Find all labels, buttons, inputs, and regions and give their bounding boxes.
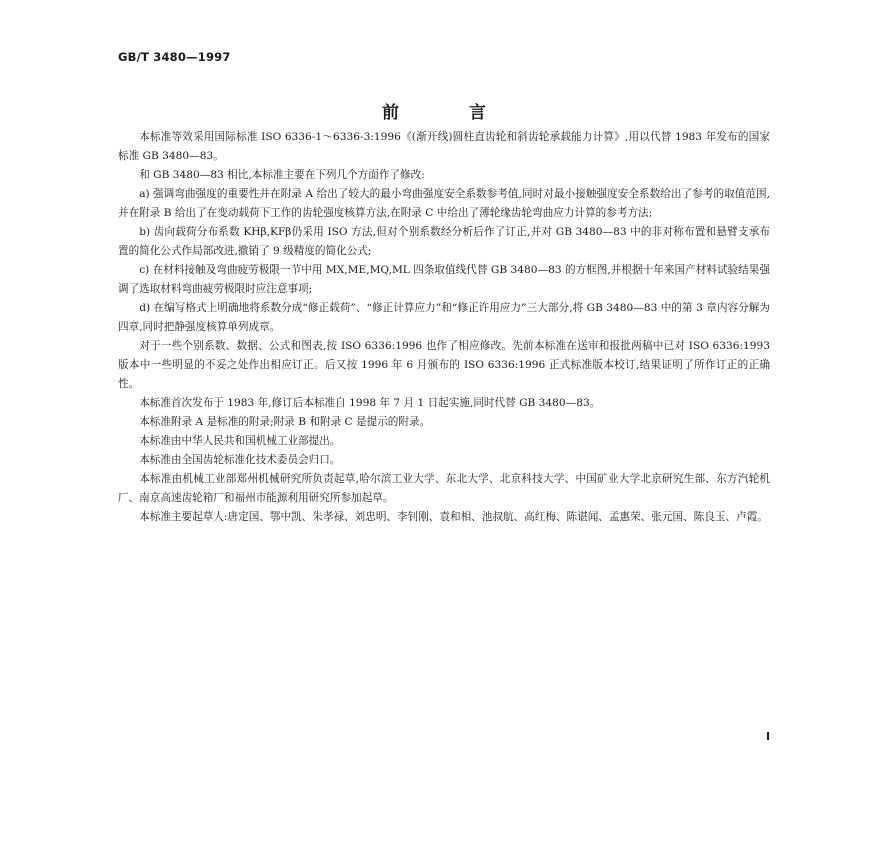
paragraph: a) 强调弯曲强度的重要性并在附录 A 给出了较大的最小弯曲强度安全系数参考值,同时对最小接触强度安全系数给出了参考的取值范围,并在附录 B 给出了在变动载荷下工作的齿轮强度核算方法,在附录 C 中给出了薄轮缘齿轮弯曲应力计算的参考方法; [118, 188, 770, 219]
paragraph: d) 在编写格式上明确地将系数分成“修正载荷”、“修正计算应力”和“修正许用应力”三大部分,将 GB 3480—83 中的第 3 章内容分解为四章,同时把静强度核算单列成章。 [118, 302, 770, 333]
foreword-body [118, 128, 770, 527]
page-number: I [766, 730, 771, 743]
standard-code: GB/T 3480—1997 [118, 50, 231, 64]
paragraph: 本标准主要起草人:唐定国、鄂中凯、朱孝禄、刘忠明、李钊刚、袁和相、池叔航、高红梅、陈谌闻、孟惠荣、张元国、陈良玉、卢霞。 [139, 511, 768, 523]
paragraph: 本标准附录 A 是标准的附录;附录 B 和附录 C 是提示的附录。 [139, 416, 431, 428]
paragraph: 本标准由全国齿轮标准化技术委员会归口。 [139, 454, 341, 466]
paragraph: c) 在材料接触及弯曲疲劳极限一节中用 MX,ME,MQ,ML 四条取值线代替 GB 3480—83 的方框图,并根据十年来国产材料试验结果强调了选取材料弯曲疲劳极限时应注意事项; [118, 264, 770, 295]
paragraph: 和 GB 3480—83 相比,本标准主要在下列几个方面作了修改: [139, 169, 425, 181]
paragraph: 本标准由中华人民共和国机械工业部提出。 [139, 435, 341, 447]
paragraph: 本标准首次发布于 1983 年,修订后本标准自 1998 年 7 月 1 日起实施,同时代替 GB 3480—83。 [139, 397, 601, 409]
paragraph: 本标准由机械工业部郑州机械研究所负责起草,哈尔滨工业大学、东北大学、北京科技大学、中国矿业大学北京研究生部、东方汽轮机厂、南京高速齿轮箱厂和福州市能源利用研究所参加起草。 [118, 473, 770, 504]
paragraph: 对于一些个别系数、数据、公式和图表,按 ISO 6336:1996 也作了相应修改。先前本标准在送审和报批两稿中已对 ISO 6336:1993 版本中一些明显的不妥之处作出相应订正。后又按 1996 年 6 月颁布的 ISO 6336:1996 正式标准版本校订,结果证明了所作订正的正确性。 [118, 340, 770, 390]
paragraph: 本标准等效采用国际标准 ISO 6336-1～6336-3:1996《(渐开线)圆柱直齿轮和斜齿轮承载能力计算》,用以代替 1983 年发布的国家标准 GB 3480—83。 [118, 131, 770, 162]
page-title: 前 言 [382, 103, 488, 123]
paragraph: b) 齿向载荷分布系数 KHβ,KFβ仍采用 ISO 方法,但对个别系数经分析后作了订正,并对 GB 3480—83 中的非对称布置和悬臂支承布置的简化公式作局部改进,撤销了 9 级精度的简化公式; [118, 226, 770, 257]
